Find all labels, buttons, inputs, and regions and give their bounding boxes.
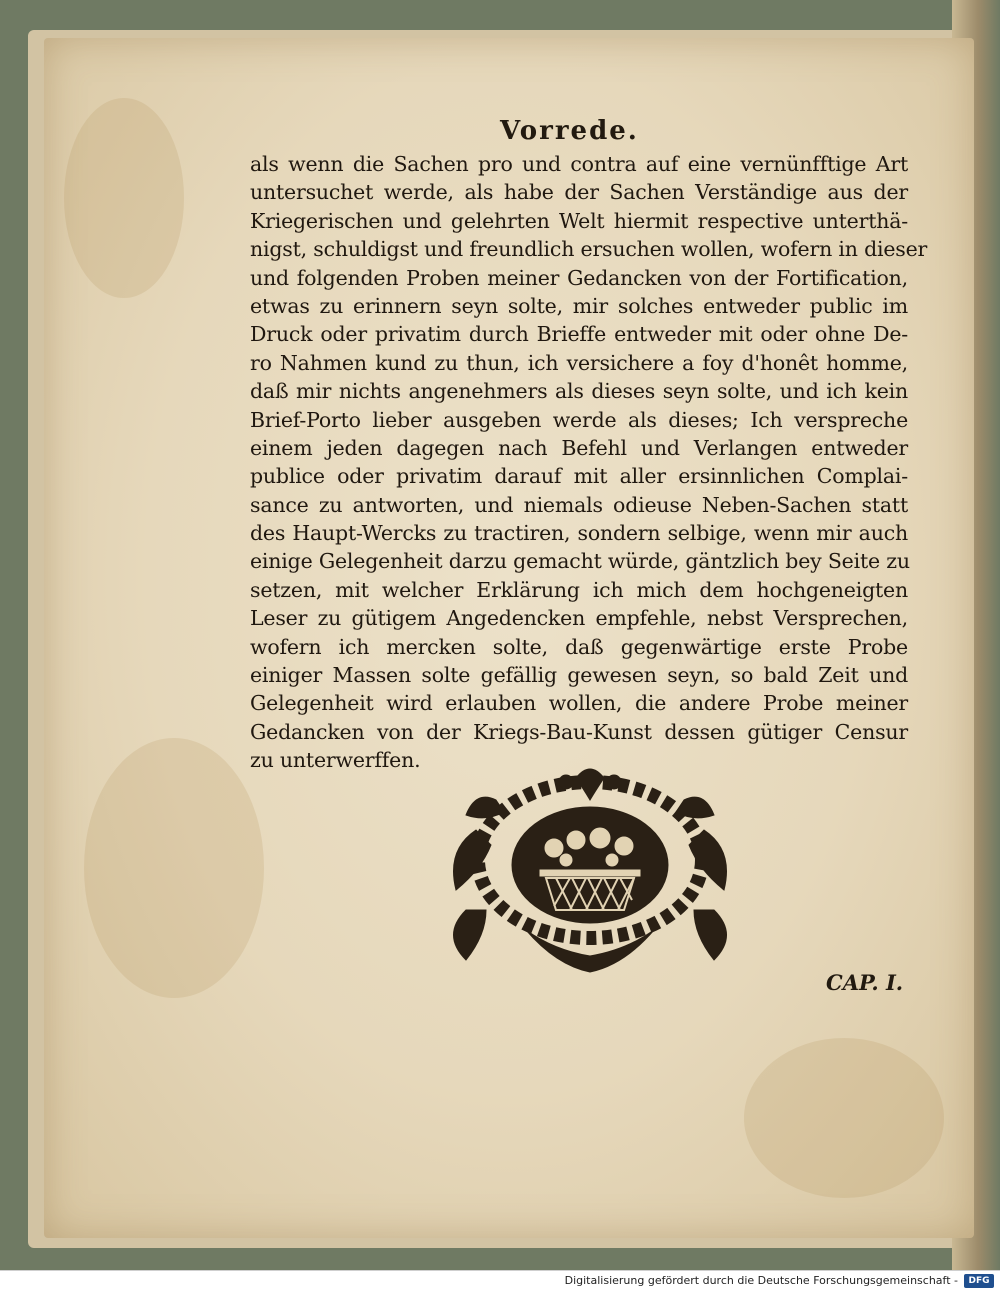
text-line: Brief-Porto lieber ausgeben werde als dieses; Ich verspreche (250, 407, 908, 432)
text-line: Druck oder privatim durch Brieffe entweder mit oder ohne De- (250, 322, 908, 347)
text-line: einiger Massen solte gefällig gewesen seyn, so bald Zeit und (250, 663, 908, 688)
text-line: sance zu antworten, und niemals odieuse Neben-Sachen statt (250, 492, 908, 517)
footer-bar (0, 1270, 1000, 1292)
paper-stain (64, 98, 184, 298)
paper-stain (744, 1038, 944, 1198)
body-text (250, 150, 928, 775)
text-line: ro Nahmen kund zu thun, ich versichere a foy d'honêt homme, (250, 350, 908, 375)
text-line: Gelegenheit wird erlauben wollen, die andere Probe meiner (250, 691, 908, 716)
text-line: setzen, mit welcher Erklärung ich mich dem hochgeneigten (250, 577, 908, 602)
text-line: des Haupt-Wercks zu tractiren, sondern selbige, wenn mir auch (250, 521, 908, 546)
text-line: Gedancken von der Kriegs-Bau-Kunst dessen gütiger Censur (250, 719, 908, 744)
text-line: wofern ich mercken solte, daß gegenwärtige erste Probe (250, 634, 908, 659)
funding-credit: Digitalisierung gefördert durch die Deutsche Forschungsgemeinschaft - (564, 1274, 958, 1287)
flower-basket-vignette-icon (436, 760, 744, 975)
text-line: einige Gelegenheit darzu gemacht würde, gäntzlich bey Seite zu (250, 549, 910, 574)
text-line: untersuchet werde, als habe der Sachen Verständige aus der (250, 180, 908, 205)
running-header: Vorrede. (500, 116, 639, 146)
text-line: als wenn die Sachen pro und contra auf eine vernünfftige Art (250, 152, 908, 176)
text-line: Kriegerischen und gelehrten Welt hiermit respective unterthä- (250, 208, 908, 233)
text-line: und folgenden Proben meiner Gedancken von der Fortification, (250, 265, 908, 290)
text-line: einem jeden dagegen nach Befehl und Verlangen entweder (250, 435, 908, 460)
dfg-logo-icon[interactable]: DFG (964, 1274, 994, 1288)
text-line: etwas zu erinnern seyn solte, mir solches entweder public im (250, 293, 908, 318)
text-line: zu unterwerffen. (250, 748, 421, 773)
text-line: nigst, schuldigst und freundlich ersuchen wollen, wofern in dieser (250, 237, 928, 262)
text-line: daß mir nichts angenehmers als dieses seyn solte, und ich kein (250, 379, 908, 404)
paper-stain (84, 738, 264, 998)
text-line: Leser zu gütigem Angedencken empfehle, nebst Versprechen, (250, 606, 908, 631)
catchword: CAP. I. (826, 970, 904, 995)
text-line: publice oder privatim darauf mit aller ersinnlichen Complai- (250, 464, 908, 489)
